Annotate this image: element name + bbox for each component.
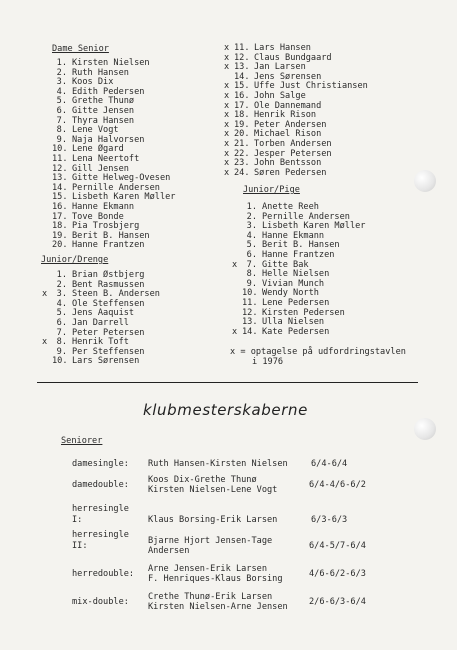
challenge-mark: x	[232, 259, 238, 270]
list-number: 14.	[52, 182, 68, 193]
list-number: 2.	[246, 211, 257, 222]
player-name: Jan Darrell	[72, 317, 129, 328]
challenge-mark: x	[224, 158, 230, 169]
result-category: herresingle	[72, 504, 129, 514]
player-name: Jens Sørensen	[254, 71, 322, 82]
list-number: 1.	[56, 270, 67, 280]
result-category: mix-double:	[72, 597, 129, 607]
player-name: Brian Østbjerg	[72, 270, 145, 280]
list-number: 2.	[56, 67, 67, 78]
player-name: Lena Neertoft	[72, 153, 140, 164]
challenge-mark: x	[224, 81, 230, 92]
player-name: Michael Rison	[254, 129, 322, 140]
list-number: 12.	[52, 163, 68, 174]
result-players-2: F. Henriques-Klaus Borsing	[148, 574, 283, 584]
player-name: Lars Hansen	[254, 43, 311, 53]
result-players-1: Crethe Thunø-Erik Larsen	[148, 592, 273, 602]
result-players-1: Arne Jensen-Erik Larsen	[148, 564, 267, 574]
result-category-sub: II:	[72, 541, 88, 551]
result-players-1: Koos Dix-Grethe Thunø	[148, 475, 257, 485]
list-number: 3.	[56, 289, 67, 300]
list-number: 12.	[242, 307, 258, 318]
player-name: Berit B. Hansen	[72, 230, 150, 241]
player-name: Hanne Ekmann	[72, 201, 135, 212]
list-number: 5.	[56, 96, 67, 107]
player-name: Lars Sørensen	[72, 356, 140, 367]
list-number: 14.	[234, 71, 250, 82]
list-number: 10.	[52, 356, 68, 367]
list-number: 5.	[246, 240, 257, 251]
player-name: Per Steffensen	[72, 346, 145, 357]
list-number: 15.	[234, 81, 250, 92]
challenge-mark: x	[224, 90, 230, 101]
player-name: Peter Petersen	[72, 327, 145, 338]
result-players-2: Andersen	[148, 546, 190, 556]
list-number: 11.	[234, 43, 250, 53]
player-name: Claus Bundgaard	[254, 52, 332, 63]
player-name: Lene Pedersen	[262, 297, 330, 308]
player-name: Bent Rasmussen	[72, 279, 145, 290]
player-name: John Salge	[254, 90, 306, 101]
player-name: Pia Trosbjerg	[72, 221, 140, 232]
list-number: 1.	[56, 58, 67, 68]
player-name: Gitte Bak	[262, 259, 309, 270]
player-name: Vivian Munch	[262, 278, 325, 289]
result-players-2: Kirsten Nielsen-Arne Jensen	[148, 602, 288, 612]
list-number: 17.	[234, 100, 250, 111]
list-number: 24.	[234, 167, 250, 178]
junior-pige-heading: Junior/Pige	[243, 185, 300, 195]
list-number: 16.	[234, 90, 250, 101]
player-name: John Bentsson	[254, 158, 322, 169]
challenge-mark: x	[224, 110, 230, 121]
list-number: 13.	[242, 317, 258, 328]
player-name: Lene Øgard	[72, 144, 124, 155]
player-name: Wendy North	[262, 288, 319, 299]
list-number: 8.	[246, 269, 257, 280]
player-name: Torben Andersen	[254, 138, 332, 149]
list-number: 12.	[234, 52, 250, 63]
list-number: 10.	[52, 144, 68, 155]
note-line-1: x = optagelse på udfordringstavlen	[230, 347, 406, 357]
list-number: 17.	[52, 211, 68, 222]
list-number: 6.	[246, 249, 257, 260]
list-number: 20.	[52, 240, 68, 251]
challenge-mark: x	[224, 43, 230, 53]
player-name: Jens Aaquist	[72, 308, 135, 319]
challenge-mark: x	[224, 167, 230, 178]
player-name: Helle Nielsen	[262, 269, 330, 280]
list-number: 18.	[234, 110, 250, 121]
list-number: 3.	[56, 77, 67, 88]
result-players-1: Ruth Hansen-Kirsten Nielsen	[148, 459, 288, 469]
result-score: 6/4-4/6-6/2	[309, 480, 366, 490]
player-name: Grethe Thunø	[72, 96, 135, 107]
player-name: Kate Pedersen	[262, 326, 330, 337]
result-players-2: Kirsten Nielsen-Lene Vogt	[148, 485, 278, 495]
list-number: 4.	[246, 230, 257, 241]
result-score: 6/3-6/3	[311, 515, 348, 525]
result-score: 4/6-6/2-6/3	[309, 569, 366, 579]
player-name: Pernille Andersen	[72, 182, 160, 193]
list-number: 2.	[56, 279, 67, 290]
challenge-mark: x	[224, 119, 230, 130]
result-category: damesingle:	[72, 459, 129, 469]
challenge-mark: x	[224, 138, 230, 149]
player-name: Henrik Rison	[254, 110, 317, 121]
player-name: Gitte Jensen	[72, 105, 135, 116]
player-name: Anette Reeh	[262, 202, 319, 212]
challenge-mark: x	[224, 62, 230, 73]
player-name: Naja Halvorsen	[72, 134, 145, 145]
list-number: 11.	[52, 153, 68, 164]
result-category-sub: I:	[72, 515, 83, 525]
player-name: Kirsten Nielsen	[72, 58, 150, 68]
list-number: 21.	[234, 138, 250, 149]
seniorer-heading: Seniorer	[61, 436, 103, 446]
player-name: Hanne Frantzen	[72, 240, 145, 251]
list-number: 15.	[52, 192, 68, 203]
list-number: 3.	[246, 221, 257, 232]
challenge-mark: x	[42, 289, 48, 300]
list-number: 6.	[56, 317, 67, 328]
list-number: 9.	[246, 278, 257, 289]
player-name: Pernille Andersen	[262, 211, 350, 222]
list-number: 5.	[56, 308, 67, 319]
challenge-mark: x	[232, 326, 238, 337]
list-number: 22.	[234, 148, 250, 159]
player-name: Berit B. Hansen	[262, 240, 340, 251]
list-number: 19.	[52, 230, 68, 241]
list-number: 7.	[246, 259, 257, 270]
list-number: 11.	[242, 297, 258, 308]
result-score: 2/6-6/3-6/4	[309, 597, 366, 607]
result-players-1: Klaus Borsing-Erik Larsen	[148, 515, 278, 525]
player-name: Ruth Hansen	[72, 67, 129, 78]
list-number: 8.	[56, 125, 67, 136]
player-name: Jan Larsen	[254, 62, 306, 73]
list-number: 13.	[52, 173, 68, 184]
player-name: Ulla Nielsen	[262, 317, 325, 328]
player-name: Ole Dannemand	[254, 100, 322, 111]
list-number: 13.	[234, 62, 250, 73]
player-name: Gill Jensen	[72, 163, 129, 174]
result-category: herredouble:	[72, 569, 135, 579]
player-name: Tove Bonde	[72, 211, 124, 222]
player-name: Kirsten Pedersen	[262, 307, 345, 318]
result-score: 6/4-6/4	[311, 459, 348, 469]
player-name: Lisbeth Karen Møller	[72, 192, 176, 203]
player-name: Peter Andersen	[254, 119, 327, 130]
klubmester-title: klubmesterskaberne	[143, 401, 308, 419]
list-number: 16.	[52, 201, 68, 212]
player-name: Henrik Toft	[72, 337, 129, 348]
challenge-mark: x	[224, 100, 230, 111]
player-name: Søren Pedersen	[254, 167, 327, 178]
result-score: 6/4-5/7-6/4	[309, 541, 366, 551]
list-number: 1.	[246, 202, 257, 212]
result-category: herresingle	[72, 530, 129, 540]
player-name: Hanne Frantzen	[262, 249, 335, 260]
challenge-mark: x	[224, 52, 230, 63]
list-number: 6.	[56, 105, 67, 116]
list-number: 10.	[242, 288, 258, 299]
list-number: 18.	[52, 221, 68, 232]
list-number: 23.	[234, 158, 250, 169]
player-name: Uffe Just Christiansen	[254, 81, 368, 92]
player-name: Thyra Hansen	[72, 115, 135, 126]
list-number: 19.	[234, 119, 250, 130]
list-number: 14.	[242, 326, 258, 337]
player-name: Lisbeth Karen Møller	[262, 221, 366, 232]
list-number: 8.	[56, 337, 67, 348]
player-name: Gitte Helweg-Ovesen	[72, 173, 171, 184]
list-number: 4.	[56, 86, 67, 97]
list-number: 9.	[56, 134, 67, 145]
player-name: Ole Steffensen	[72, 298, 145, 309]
player-name: Jesper Petersen	[254, 148, 332, 159]
result-category: damedouble:	[72, 480, 129, 490]
note-line-2: i 1976	[252, 357, 284, 367]
list-number: 7.	[56, 115, 67, 126]
dame-senior-heading: Dame Senior	[52, 44, 109, 54]
list-number: 9.	[56, 346, 67, 357]
list-number: 20.	[234, 129, 250, 140]
challenge-mark: x	[224, 129, 230, 140]
player-name: Steen B. Andersen	[72, 289, 160, 300]
player-name: Lene Vogt	[72, 125, 119, 136]
list-number: 7.	[56, 327, 67, 338]
player-name: Koos Dix	[72, 77, 114, 88]
player-name: Hanne Ekmann	[262, 230, 325, 241]
challenge-mark: x	[42, 337, 48, 348]
list-number: 4.	[56, 298, 67, 309]
player-name: Edith Pedersen	[72, 86, 145, 97]
junior-drenge-heading: Junior/Drenge	[41, 255, 109, 265]
result-players-1: Bjarne Hjort Jensen-Tage	[148, 536, 273, 546]
challenge-mark: x	[224, 148, 230, 159]
